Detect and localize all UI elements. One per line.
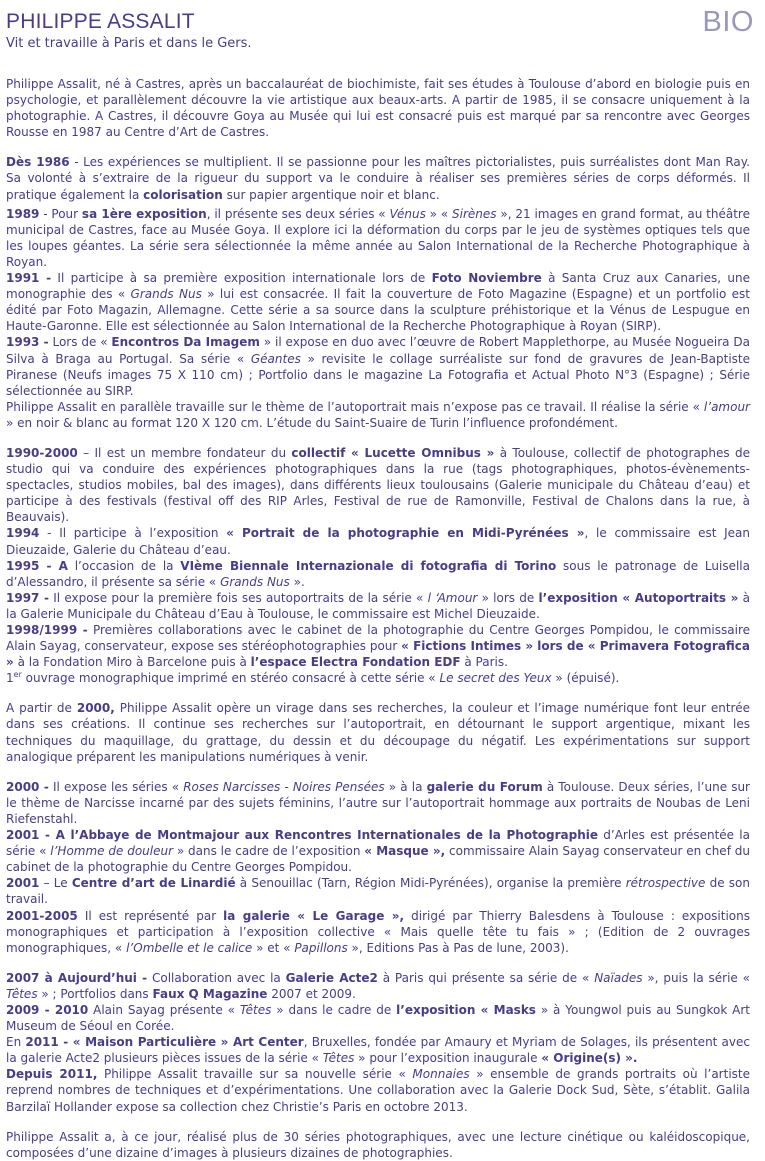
bio-paragraph: En 2011 - « Maison Particulière » Art Center, Bruxelles, fondée par Amaury et Myriam de Solages, ils présentent avec la galerie Acte2 plusieurs pièces issues de la série « Têtes » pour l’exposition inaugurale « Origine(s) ».	[6, 1035, 750, 1066]
bio-paragraph: 1er ouvrage monographique imprimé en stéréo consacré à cette série « Le secret des Yeux » (épuisé).	[6, 670, 620, 686]
paragraph-spacer	[6, 1115, 750, 1129]
page-title: PHILIPPE ASSALIT	[6, 10, 195, 33]
page-header	[6, 6, 754, 56]
bio-paragraph: 1991 - Il participe à sa première exposition internationale lors de Foto Noviembre à Santa Cruz aux Canaries, une monographie des « Grands Nus » lui est consacrée. Il fait la couverture de Foto Magazine (Espagne) et un portfolio est édité par Foto Magazin, Allemagne. Cette série a sa source dans la sculpture préhistorique et la Vénus de Lespugue en Haute-Garonne. Elle est sélectionnée au Salon International de la Recherche Photographique à Royan (SIRP).	[6, 271, 751, 334]
bio-paragraph: Philippe Assalit en parallèle travaille sur le thème de l’autoportrait mais n’expose pas ce travail. Il réalise la série « l’amour » en noir & blanc au format 120 X 120 cm. L’étude du Saint-Suaire de Turin l’influence profondément.	[6, 399, 750, 430]
paragraph-spacer	[6, 765, 750, 779]
paragraph-spacer	[6, 431, 750, 445]
bio-paragraph: 1998/1999 - Premières collaborations avec le cabinet de la photographie du Centre Georges Pompidou, le commissaire Alain Sayag, conservateur, expose ses stéréophotographies pour « Fictions Intimes » lors de « Primavera Fotografica » à la Fondation Miro à Barcelone puis à l’espace Electra Fondation EDF à Paris.	[6, 623, 751, 670]
bio-paragraph: 2001 - A l’Abbaye de Montmajour aux Rencontres Internationales de la Photographie d’Arles est présentée la série « l’Homme de douleur » dans le cadre de l’exposition « Masque », commissaire Alain Sayag conservateur en chef du cabinet de la photographie du Centre Georges Pompidou.	[6, 828, 750, 875]
bio-paragraph: Depuis 2011, Philippe Assalit travaille sur sa nouvelle série « Monnaies » ensemble de grands portraits où l’artiste reprend nombres de techniques et d’expérimentations. Une collaboration avec la Galerie Dock Sud, Sète, s’établit. Galila Barzilaï Hollander expose sa collection chez Christie’s Paris en octobre 2013.	[6, 1067, 750, 1114]
bio-paragraph: 2001 – Le Centre d’art de Linardié à Senouillac (Tarn, Région Midi-Pyrénées), organise la première rétrospective de son travail.	[6, 876, 750, 907]
bio-paragraph: 1994 - Il participe à l’exposition « Portrait de la photographie en Midi-Pyrénées », le commissaire est Jean Dieuzaide, Galerie du Château d’eau.	[6, 526, 751, 557]
bio-paragraph: 1995 - A l’occasion de la VIème Biennale Internazionale di fotografia di Torino sous le patronage de Luisella d’Alessandro, il présente sa série « Grands Nus ».	[6, 558, 750, 589]
bio-paragraph: A partir de 2000, Philippe Assalit opère un virage dans ses recherches, la couleur et l’image numérique font leur entrée dans ses créations. Il continue ses recherches sur l’autoportrait, en détournant le support argentique, mixant les techniques du maquillage, du grattage, du dessin et du découpage du négatif. Les expérimentations sur support analogique préparent les manipulations numériques à venir.	[6, 701, 750, 764]
bio-page	[6, 6, 754, 1161]
bio-paragraph: Dès 1986 - Les expériences se multiplient. Il se passionne pour les maîtres pictorialistes, puis surréalistes dont Man Ray. Sa volonté à s’extraire de la rigueur du support va le conduire à réaliser ses premières séries de corps déformés. Il pratique également la colorisation sur papier argentique noir et blanc.	[6, 155, 750, 202]
section-tag: BIO	[702, 6, 754, 38]
bio-paragraph: 1990-2000 – Il est un membre fondateur du collectif « Lucette Omnibus » à Toulouse, collectif de photographes de studio qui va conduire des expériences photographiques dans la rue (tags photographiques, photos-évènements-spectacles, studios mobiles, bal des images), dans différents lieux toulousains (Galerie municipale du Château d’eau) et participe à des festivals (festival off des RIP Arles, Festival de rue de Ramonville, Festival de Chalons dans la rue, à Beauvais).	[6, 445, 751, 525]
bio-body	[6, 76, 750, 1161]
bio-paragraph: 2009 - 2010 Alain Sayag présente « Têtes » dans le cadre de l’exposition « Masks » à Youngwol puis au Sungkok Art Museum de Séoul en Corée.	[6, 1002, 751, 1034]
bio-paragraph: 2000 - Il expose les séries « Roses Narcisses - Noires Pensées » à la galerie du Forum à Toulouse. Deux séries, l’une sur le thème de Narcisse incarné par des sujets féminins, l’autre sur l’autoportrait hommage aux portraits de Noubas de Leni Riefenstahl.	[6, 779, 750, 826]
bio-paragraph: 2001-2005 Il est représenté par la galerie « Le Garage », dirigé par Thierry Balesdens à Toulouse : expositions monographiques et participation à l’exposition collective « Mais quelle tête tu fais » ; (Edition de 2 ouvrages monographiques, « l’Ombelle et le calice » et « Papillons », Editions Pas à Pas de lune, 2003).	[6, 908, 750, 955]
bio-paragraph: Philippe Assalit a, à ce jour, réalisé plus de 30 séries photographiques, avec une lecture cinétique ou kaléidoscopique, composées d’une dizaine d’images à plusieurs dizaines de photographies.	[6, 1129, 750, 1160]
paragraph-spacer	[6, 140, 750, 154]
bio-paragraph: Philippe Assalit, né à Castres, après un baccalauréat de biochimiste, fait ses études à Toulouse d’abord en biologie puis en psychologie, et parallèlement découvre la vie artistique aux beaux-arts. A partir de 1985, il se consacre uniquement à la photographie. A Castres, il découvre Goya au Musée qui lui est consacré puis est marqué par sa rencontre avec Georges Rousse en 1987 au Centre d’Art de Castres.	[6, 77, 750, 140]
paragraph-spacer	[6, 956, 750, 970]
bio-paragraph: 1993 - Lors de « Encontros Da Imagem » il expose en duo avec l’œuvre de Robert Mapplethorpe, au Musée Nogueira Da Silva à Braga au Portugal. Sa série « Géantes » revisite le collage surréaliste sur fond de gravures de Jean-Baptiste Piranese (Neufs images 75 X 110 cm) ; Portfolio dans le magazine La Fotografia et Actual Photo N°3 (Espagne) ; Série sélectionnée au SIRP.	[6, 335, 750, 398]
bio-paragraph: 1989 - Pour sa 1ère exposition, il présente ses deux séries « Vénus » « Sirènes », 21 images en grand format, au théâtre municipal de Castres, face au Musée Goya. Il explore ici la déformation du corps par le jeu de systèmes optiques tels que les loupes géantes. La série sera sélectionnée la même année au Salon International de la Recherche Photographique à Royan.	[6, 206, 750, 269]
bio-paragraph: 1997 - Il expose pour la première fois ses autoportraits de la série « l ‘Amour » lors de l’exposition « Autoportraits » à la Galerie Municipale du Château d’Eau à Toulouse, le commissaire est Michel Dieuzaide.	[6, 590, 750, 621]
paragraph-spacer	[6, 686, 750, 700]
bio-paragraph: 2007 à Aujourd’hui - Collaboration avec la Galerie Acte2 à Paris qui présente sa série de « Naïades », puis la série « Têtes » ; Portfolios dans Faux Q Magazine 2007 et 2009.	[6, 970, 751, 1001]
page-subtitle: Vit et travaille à Paris et dans le Gers.	[6, 36, 252, 51]
